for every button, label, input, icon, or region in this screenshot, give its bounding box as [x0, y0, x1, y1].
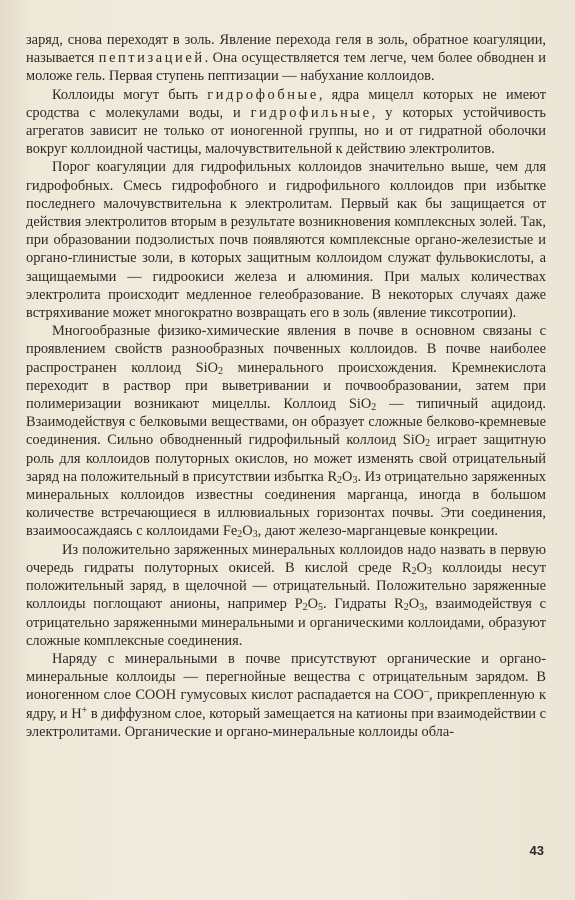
text-run: в диффузном слое, который замещается на катионы при взаимодействии с электролитами. Органические и органо-минеральные коллоиды обла-: [26, 705, 546, 740]
subscript: 3: [252, 529, 258, 541]
text-run: заряд, снова переходят в золь. Явление перехода геля в золь, обратное коагуляции, называется: [26, 32, 546, 67]
text-run: . Гидраты R: [322, 596, 404, 613]
text-run: . Она осуществляется тем легче, чем более обводнен и моложе гель. Первая ступень пептизации — набухание коллоидов.: [26, 50, 546, 85]
text-run: , ядра мицелл которых не имеют сродства с молекулами воды, и: [26, 86, 546, 121]
subscript: 2: [237, 529, 243, 541]
subscript: 2: [403, 602, 409, 614]
text-run: , дают железо-марганцевые конкреции.: [257, 523, 498, 540]
text-run: Многообразные физико-химические явления в почве в основном связаны с проявлением свойств разнообразных почвенных коллоидов. В почве наиболее распространен коллоид SiO: [26, 323, 546, 376]
text-run: O: [242, 523, 253, 540]
paragraph-peptization: [26, 31, 546, 86]
text-run: — типичный ацидоид. Взаимодействуя с белковыми веществами, он образует сложные белково-кремневые соединения. Сильно обводненный гидрофильный коллоид SiO: [26, 396, 547, 449]
page-number: 43: [529, 843, 544, 858]
paragraph-organic-colloids: [26, 650, 546, 741]
subscript: 2: [218, 365, 224, 377]
text-run: минерального происхождения. Кремнекислота переходит в раствор при выветривании и почвообразовании, затем при полимеризации возникают мицеллы. Коллоид SiO: [26, 359, 546, 413]
text-run: , прикрепленную к ядру, и H: [26, 687, 547, 722]
paragraph-coagulation-threshold: Порог коагуляции для гидрофильных коллоидов значительно выше, чем для гидрофобных. Смесь гидрофобного и гидрофильного коллоидов при избытке последнего малочувствительна к электролитам. Первый как бы защищается от действия электролитов вторым в результате возникновения комплексных золей. Так, при образовании подзолистых почв появляются комплексные органо-железистые и органо-глинистые золи, в которых защитным коллоидом служат фульвокислоты, а защищаемыми — гидроокиси железа и алюминия. При малых количествах электролита происходит медленное гелеобразование. В некоторых случаях даже встряхивание может многократно возвращать его в золь (явление тиксотропии).: [26, 159, 546, 322]
text-run: O: [416, 559, 427, 576]
text-run: Наряду с минеральными в почве присутствуют органические и органо-минеральные коллоиды — перегнойные вещества с отрицательным зарядом. В ионогенном слое COOH гумусовых кислот распадается на COO: [26, 650, 546, 704]
paragraph-mineral-colloids: [26, 322, 546, 540]
superscript: –: [423, 686, 429, 698]
term-hydrophilic: гидрофильные: [250, 104, 372, 121]
text-run: , взаимодействуя с отрицательно заряженными минеральными и органическими коллоидами, образуют сложные комплексные соединения.: [26, 596, 547, 649]
subscript: 5: [317, 602, 323, 614]
subscript: 3: [419, 602, 425, 614]
subscript: 2: [302, 602, 308, 614]
term-peptization: пептизацией: [98, 50, 205, 67]
subscript: 2: [425, 438, 431, 450]
subscript: 3: [352, 474, 358, 486]
text-run: O: [342, 468, 353, 485]
text-run: Коллоиды могут быть: [52, 86, 208, 103]
subscript: 2: [337, 474, 343, 486]
page-text: [26, 31, 546, 741]
superscript: +: [81, 704, 88, 716]
text-run: O: [307, 596, 318, 613]
text-run: коллоиды несут положительный заряд, в щелочной — отрицательный. Положительно заряженные коллоиды поглощают анионы, например P: [26, 559, 546, 613]
text-run: Из положительно заряженных минеральных коллоидов надо назвать в первую очередь гидраты полуторных окисей. В кислой среде R: [26, 541, 546, 576]
text-run: играет защитную роль для коллоидов полуторных окислов, но может изменять свой отрицательный заряд на положительный в присутствии избытка R: [26, 432, 546, 485]
text-run: , у которых устойчивость агрегатов зависит не только от ионогенной группы, но и от гидратной оболочки вокруг коллоидной частицы, малочувствительной к действию электролитов.: [26, 104, 546, 158]
text-run: O: [408, 596, 420, 613]
paragraph-colloid-types: [26, 86, 546, 159]
text-run: . Из отрицательно заряженных минеральных коллоидов известны соединения марганца, иногда в большом количестве встречающиеся в иллювиальных горизонтах почвы. Эти соединения, взаимоосаждаясь с коллоидами Fe: [26, 468, 546, 540]
subscript: 2: [411, 565, 417, 577]
subscript: 3: [426, 565, 432, 577]
term-hydrophobic: гидрофобные: [207, 86, 319, 103]
paragraph-positive-colloids: [26, 541, 546, 650]
subscript: 2: [371, 402, 377, 414]
